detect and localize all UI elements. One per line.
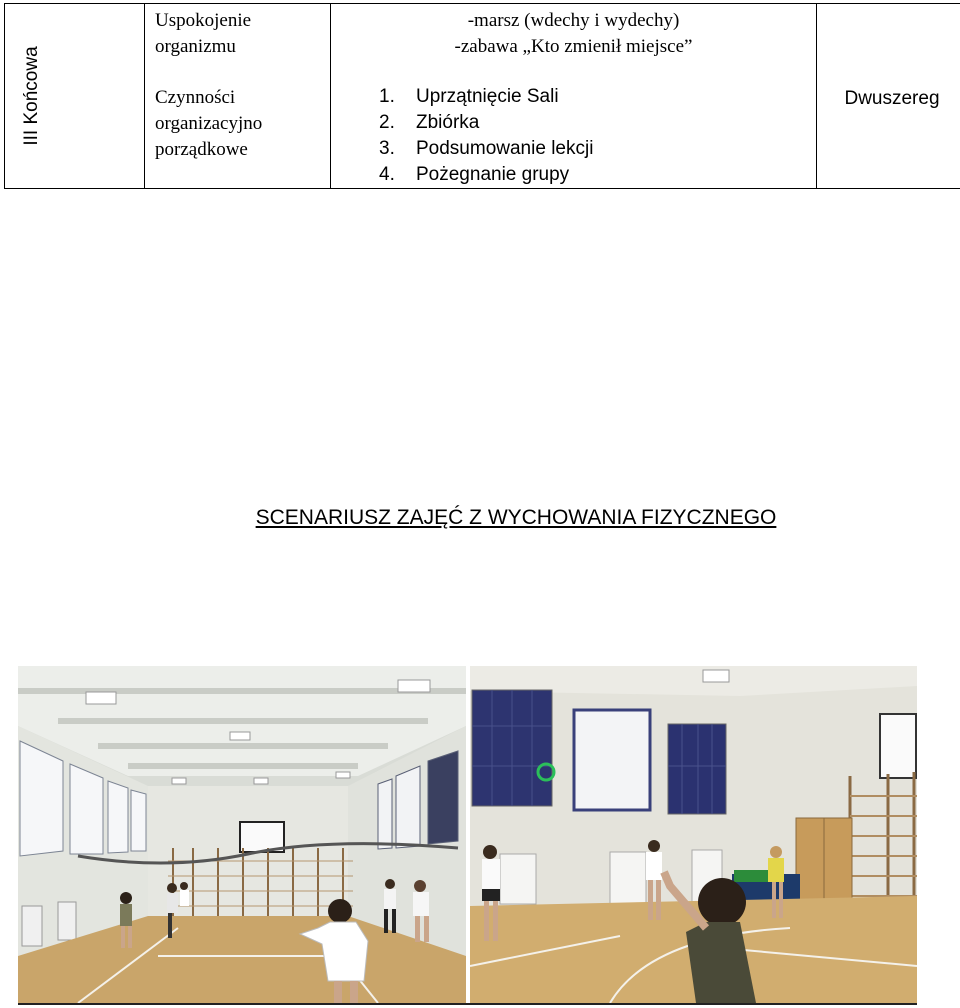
task-line: porządkowe xyxy=(155,139,248,160)
list-item xyxy=(379,136,816,162)
list-item xyxy=(379,162,816,188)
step-number: 1. xyxy=(379,86,395,107)
task-line: organizacyjno xyxy=(155,113,263,134)
form-cell xyxy=(817,4,960,189)
step-number: 4. xyxy=(379,164,395,185)
step-text: Zbiórka xyxy=(416,112,480,133)
task-line: organizmu xyxy=(155,36,236,57)
step-text: Podsumowanie lekcji xyxy=(416,138,594,159)
exercise-lines xyxy=(331,8,816,60)
gym-photo-close xyxy=(470,666,917,1003)
exercise-line: -marsz (wdechy i wydechy) xyxy=(467,10,680,31)
content-cell xyxy=(331,4,817,189)
exercise-line: -zabawa „Kto zmienił miejsce” xyxy=(454,36,693,57)
task-cell xyxy=(145,4,331,189)
phase-label: III Końcowa xyxy=(21,46,42,146)
list-item xyxy=(379,110,816,136)
step-text: Uprzątnięcie Sali xyxy=(416,86,559,107)
step-number: 3. xyxy=(379,138,395,159)
step-number: 2. xyxy=(379,112,395,133)
phase-cell xyxy=(5,4,145,189)
task-line: Czynności xyxy=(155,87,236,108)
task-calming xyxy=(155,8,330,60)
list-item xyxy=(379,84,816,110)
task-line: Uspokojenie xyxy=(155,10,252,31)
lesson-plan-table xyxy=(4,3,960,189)
document-title: SCENARIUSZ ZAJĘĆ Z WYCHOWANIA FIZYCZNEGO xyxy=(255,506,777,529)
gym-photo-wide xyxy=(18,666,466,1003)
step-text: Pożegnanie grupy xyxy=(416,164,570,185)
closing-steps-list xyxy=(331,84,816,188)
task-organizational xyxy=(155,85,330,163)
form-label: Dwuszereg xyxy=(844,88,940,109)
bottom-rule xyxy=(18,1003,917,1005)
table-row xyxy=(5,4,960,189)
